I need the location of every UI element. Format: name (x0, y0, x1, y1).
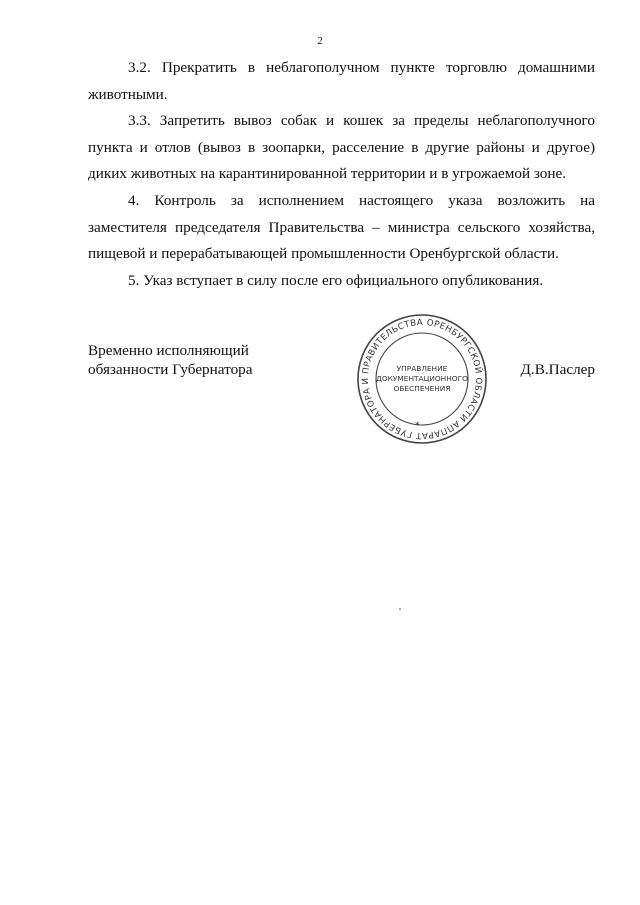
paragraph-4: 4. Контроль за исполнением настоящего указа возложить на заместителя председателя Правительства – министра сельского хозяйства, пищевой и перерабатывающей промышленности Оренбургской области. (88, 191, 595, 263)
stamp-star-icon: * (415, 421, 420, 431)
signatory-title-line2: обязанности Губернатора (88, 361, 253, 378)
page-number: 2 (317, 35, 323, 47)
stamp-center-line3: ОБЕСПЕЧЕНИЯ (393, 384, 451, 393)
stamp-center-line2: ДОКУМЕНТАЦИОННОГО (376, 374, 468, 383)
paragraph-3-2: 3.2. Прекратить в неблагополучном пункте торговлю домашними животными. (88, 59, 595, 103)
signatory-title (88, 341, 253, 379)
decree-body (88, 55, 595, 294)
stamp-center-line1: УПРАВЛЕНИЕ (396, 364, 448, 373)
paragraph-3-3: 3.3. Запретить вывоз собак и кошек за пределы неблагополучного пункта и отлов (вывоз в зоопарки, расселение в другие районы и другое) диких животных на карантинированной территории и в угрожаемой зоне. (88, 112, 595, 183)
official-stamp (356, 313, 488, 445)
scan-speck (399, 608, 401, 610)
signatory-name: Д.В.Паслер (520, 361, 595, 378)
paragraph-5: 5. Указ вступает в силу после его официального опубликования. (128, 271, 544, 289)
stamp-ring-text: АППАРАТ ГУБЕРНАТОРА И ПРАВИТЕЛЬСТВА ОРЕНБУРГСКОЙ ОБЛАСТИ (360, 317, 484, 441)
signatory-title-line1: Временно исполняющий (88, 342, 249, 359)
